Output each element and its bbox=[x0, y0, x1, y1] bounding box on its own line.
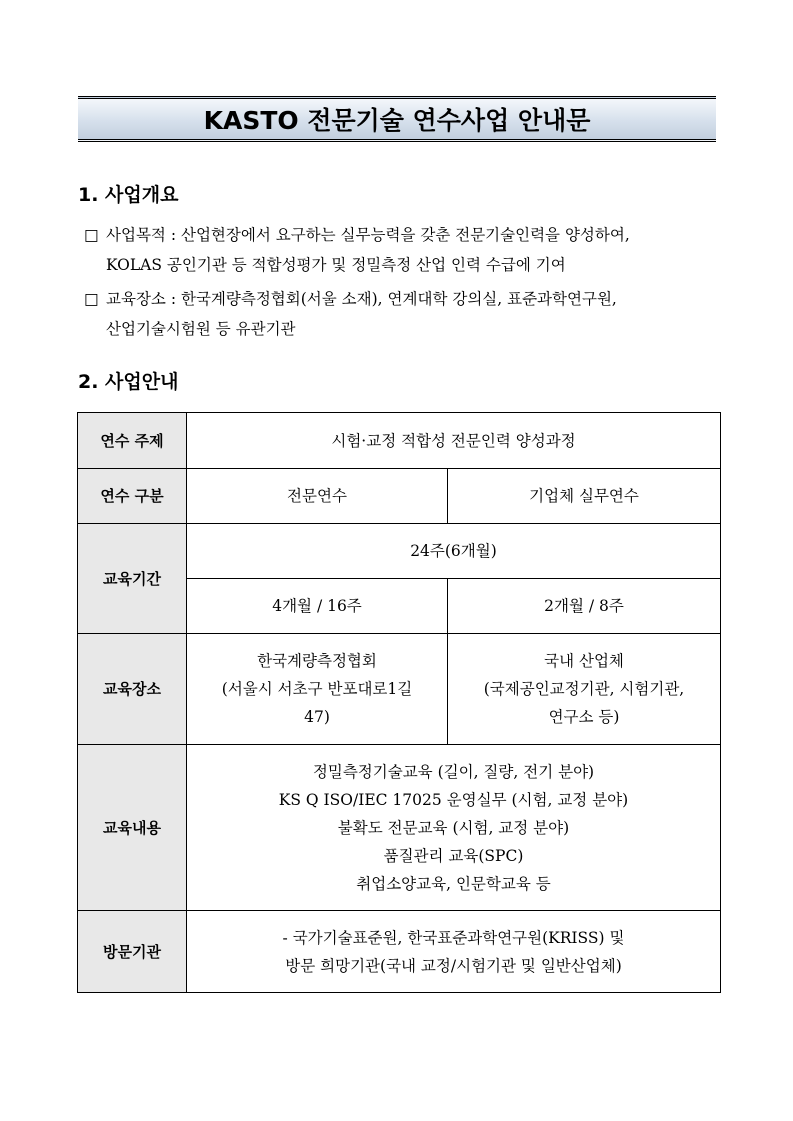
section-heading-overview: 1. 사업개요 bbox=[78, 184, 179, 206]
label-content: 교육내용 bbox=[78, 745, 187, 911]
place-line: (서울시 서초구 반포대로1길 bbox=[221, 680, 413, 698]
table-row-place bbox=[78, 634, 721, 745]
value-visit bbox=[187, 911, 721, 993]
section-heading-program: 2. 사업안내 bbox=[78, 371, 179, 393]
value-category-professional: 전문연수 bbox=[187, 469, 448, 524]
bullet-text-line: 산업기술시험원 등 유관기관 bbox=[106, 320, 296, 338]
place-line: 국내 산업체 bbox=[544, 652, 624, 670]
value-place-professional bbox=[187, 634, 448, 745]
bullet-location bbox=[84, 284, 724, 344]
document-title: KASTO 전문기술 연수사업 안내문 bbox=[203, 106, 591, 135]
label-visit: 방문기관 bbox=[78, 911, 187, 993]
bullet-text-line: 교육장소 : 한국계량측정협회(서울 소재), 연계대학 강의실, 표준과학연구원, bbox=[106, 290, 617, 308]
value-subject: 시험·교정 적합성 전문인력 양성과정 bbox=[187, 413, 721, 469]
bullet-text-line: KOLAS 공인기관 등 적합성평가 및 정밀측정 산업 인력 수급에 기여 bbox=[106, 256, 566, 274]
place-line: 한국계량측정협회 bbox=[257, 652, 377, 670]
visit-line: 방문 희망기관(국내 교정/시험기관 및 일반산업체) bbox=[285, 956, 622, 975]
label-subject: 연수 주제 bbox=[78, 413, 187, 469]
label-category: 연수 구분 bbox=[78, 469, 187, 524]
bullet-purpose bbox=[84, 220, 724, 280]
content-line: 정밀측정기술교육 (길이, 질량, 전기 분야) bbox=[312, 762, 595, 781]
bullet-text-line: 사업목적 : 산업현장에서 요구하는 실무능력을 갖춘 전문기술인력을 양성하여, bbox=[106, 226, 630, 244]
content-line: 불확도 전문교육 (시험, 교정 분야) bbox=[337, 818, 570, 837]
visit-line: - 국가기술표준원, 한국표준과학연구원(KRISS) 및 bbox=[282, 928, 625, 947]
table-row-visit bbox=[78, 911, 721, 993]
table-row-category bbox=[78, 469, 721, 524]
value-category-company: 기업체 실무연수 bbox=[448, 469, 721, 524]
table-row-subject bbox=[78, 413, 721, 469]
value-place-company bbox=[448, 634, 721, 745]
value-content bbox=[187, 745, 721, 911]
content-line: 취업소양교육, 인문학교육 등 bbox=[356, 874, 551, 893]
value-period-company: 2개월 / 8주 bbox=[448, 579, 721, 634]
place-line: (국제공인교정기관, 시험기관, bbox=[483, 680, 685, 698]
content-line: 품질관리 교육(SPC) bbox=[383, 846, 524, 865]
value-period-professional: 4개월 / 16주 bbox=[187, 579, 448, 634]
checkbox-square-icon: □ bbox=[84, 226, 99, 244]
program-info-table bbox=[77, 412, 721, 993]
label-period: 교육기간 bbox=[78, 524, 187, 634]
table-row-period bbox=[78, 524, 721, 579]
document-title-banner bbox=[78, 96, 716, 142]
label-place: 교육장소 bbox=[78, 634, 187, 745]
table-row-content bbox=[78, 745, 721, 911]
checkbox-square-icon: □ bbox=[84, 290, 99, 308]
place-line: 연구소 등) bbox=[548, 708, 620, 726]
place-line: 47) bbox=[304, 708, 330, 726]
value-period-total: 24주(6개월) bbox=[187, 524, 721, 579]
content-line: KS Q ISO/IEC 17025 운영실무 (시험, 교정 분야) bbox=[278, 790, 629, 809]
